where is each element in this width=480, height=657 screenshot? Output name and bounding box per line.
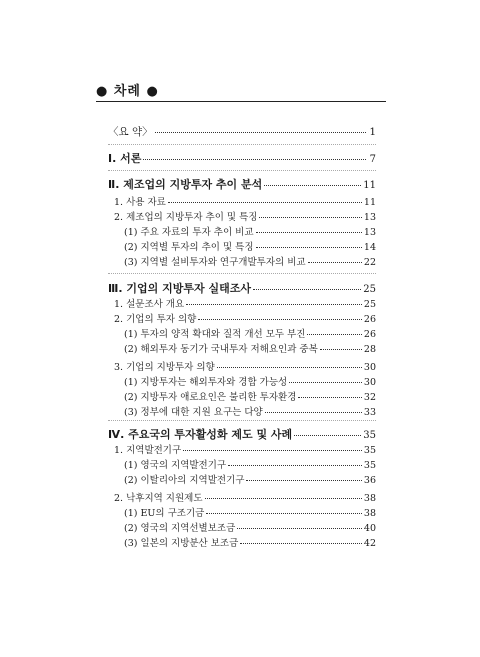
dot-leader [186,304,362,305]
dot-leader [320,349,362,350]
dot-leader [228,465,362,466]
toc-entry-page: 25 [363,284,376,295]
toc-entry-chapter-1[interactable] [108,150,376,164]
toc-entry-subsection[interactable] [124,239,376,253]
toc-entry-label: (2) 해외투자 동기가 국내투자 저해요인과 중복 [124,344,318,355]
toc-entry-label: 〈요 약〉 [108,126,153,138]
toc-entry-page: 1 [369,126,376,138]
toc-entry-label: (1) EU의 구조기금 [124,508,205,519]
toc-entry-subsection[interactable] [124,520,376,534]
toc-entry-label: (1) 영국의 지역발전기구 [124,460,227,471]
toc-entry-label: (3) 정부에 대한 지원 요구는 다양 [124,407,263,418]
toc-entry-page: 26 [363,329,376,340]
toc-entry-page: 35 [363,430,376,441]
dot-leader [205,498,362,499]
toc-entry-subsection[interactable] [124,404,376,418]
toc-entry-label: 2. 기업의 투자 의향 [114,314,197,325]
toc-entry-subsection[interactable] [124,254,376,268]
toc-entry-page: 28 [363,344,376,355]
toc-entry-chapter-4[interactable] [108,426,376,440]
toc-entry-label: 1. 사용 자료 [114,197,166,208]
dot-leader [155,132,366,133]
toc-entry-page: 32 [363,392,376,403]
toc-entry-label: Ⅱ. 제조업의 지방투자 추이 분석 [108,178,263,191]
toc-entry-label: (3) 일본의 지방분산 보조금 [124,538,239,549]
toc-entry-section[interactable] [114,442,376,456]
dot-leader [294,435,361,436]
toc-entry-subsection[interactable] [124,374,376,388]
header-rule [96,101,386,102]
toc-entry-label: 2. 낙후지역 지원제도 [114,493,203,504]
dot-leader [217,367,362,368]
toc-entry-label: (1) 지방투자는 해외투자와 경합 가능성 [124,377,288,388]
dot-leader [198,319,362,320]
dot-leader [308,262,362,263]
toc-entry-label: (2) 이탈리아의 지역발전기구 [124,475,245,486]
toc-entry-page: 13 [363,212,376,223]
toc-entry-section[interactable] [114,194,376,208]
toc-entry-page: 40 [363,523,376,534]
dot-leader [237,528,362,529]
toc-entry-label: (1) 투자의 양적 확대와 질적 개선 모두 부진 [124,329,306,340]
toc-entry-page: 7 [369,154,376,165]
toc-entry-section[interactable] [114,296,376,310]
toc-entry-page: 30 [363,377,376,388]
dot-leader [307,334,361,335]
toc-entry-page: 33 [363,407,376,418]
toc-entry-page: 26 [363,314,376,325]
dot-leader [256,232,362,233]
toc-entry-page: 25 [363,299,376,310]
toc-entry-label: (2) 지역별 투자의 추이 및 특징 [124,242,254,253]
toc-entry-page: 11 [363,180,376,191]
toc-entry-section[interactable] [114,490,376,504]
toc-entry-label: Ⅳ. 주요국의 투자활성화 제도 및 사례 [108,428,293,441]
toc-entry-subsection[interactable] [124,472,376,486]
toc-entry-subsection[interactable] [124,457,376,471]
dot-leader [168,202,362,203]
dot-leader [265,412,362,413]
section-separator [108,273,376,274]
toc-entry-label: 3. 기업의 지방투자 의향 [114,362,215,373]
dot-leader [240,543,362,544]
toc-entry-label: Ⅰ. 서론 [108,152,142,165]
toc-entry-subsection[interactable] [124,326,376,340]
toc-entry-subsection[interactable] [124,505,376,519]
dot-leader [253,289,361,290]
toc-header [96,80,386,100]
toc-entry-subsection[interactable] [124,535,376,549]
toc-entry-label: Ⅲ. 기업의 지방투자 실태조사 [108,282,251,295]
toc-entry-summary[interactable] [108,124,376,138]
toc-entry-subsection[interactable] [124,341,376,355]
toc-entry-label: 1. 지역발전기구 [114,445,182,456]
toc-entry-chapter-3[interactable] [108,280,376,294]
toc-entry-page: 11 [363,197,376,208]
toc-entry-label: (2) 지방투자 애로요인은 불리한 투자환경 [124,392,297,403]
dot-leader [256,247,362,248]
section-separator [108,170,376,171]
toc-entry-label: 1. 설문조사 개요 [114,299,185,310]
dot-leader [143,159,366,160]
toc-entry-page: 38 [363,493,376,504]
section-separator [108,420,376,421]
toc-entry-subsection[interactable] [124,389,376,403]
toc-entry-chapter-2[interactable] [108,176,376,190]
toc-entry-page: 35 [363,445,376,456]
section-separator [108,144,376,145]
toc-header-title: ● 차례 ● [96,84,159,99]
toc-entry-page: 36 [363,475,376,486]
toc-entry-page: 22 [363,257,376,268]
dot-leader [183,450,362,451]
toc-entry-section[interactable] [114,311,376,325]
toc-entry-page: 30 [363,362,376,373]
toc-entry-label: 2. 제조업의 지방투자 추이 및 특징 [114,212,258,223]
toc-entry-subsection[interactable] [124,224,376,238]
dot-leader [298,397,362,398]
dot-leader [259,217,361,218]
toc-entry-label: (1) 주요 자료의 투자 추이 비교 [124,227,254,238]
toc-entry-label: (3) 지역별 설비투자와 연구개발투자의 비교 [124,257,306,268]
dot-leader [246,480,361,481]
dot-leader [289,382,362,383]
toc-entry-page: 35 [363,460,376,471]
toc-entry-page: 14 [363,242,376,253]
toc-entry-page: 38 [363,508,376,519]
toc-entry-page: 42 [363,538,376,549]
dot-leader [206,513,362,514]
toc-entry-section[interactable] [114,359,376,373]
toc-entry-page: 13 [363,227,376,238]
toc-entry-label: (2) 영국의 지역선별보조금 [124,523,236,534]
toc-entry-section[interactable] [114,209,376,223]
dot-leader [264,185,361,186]
